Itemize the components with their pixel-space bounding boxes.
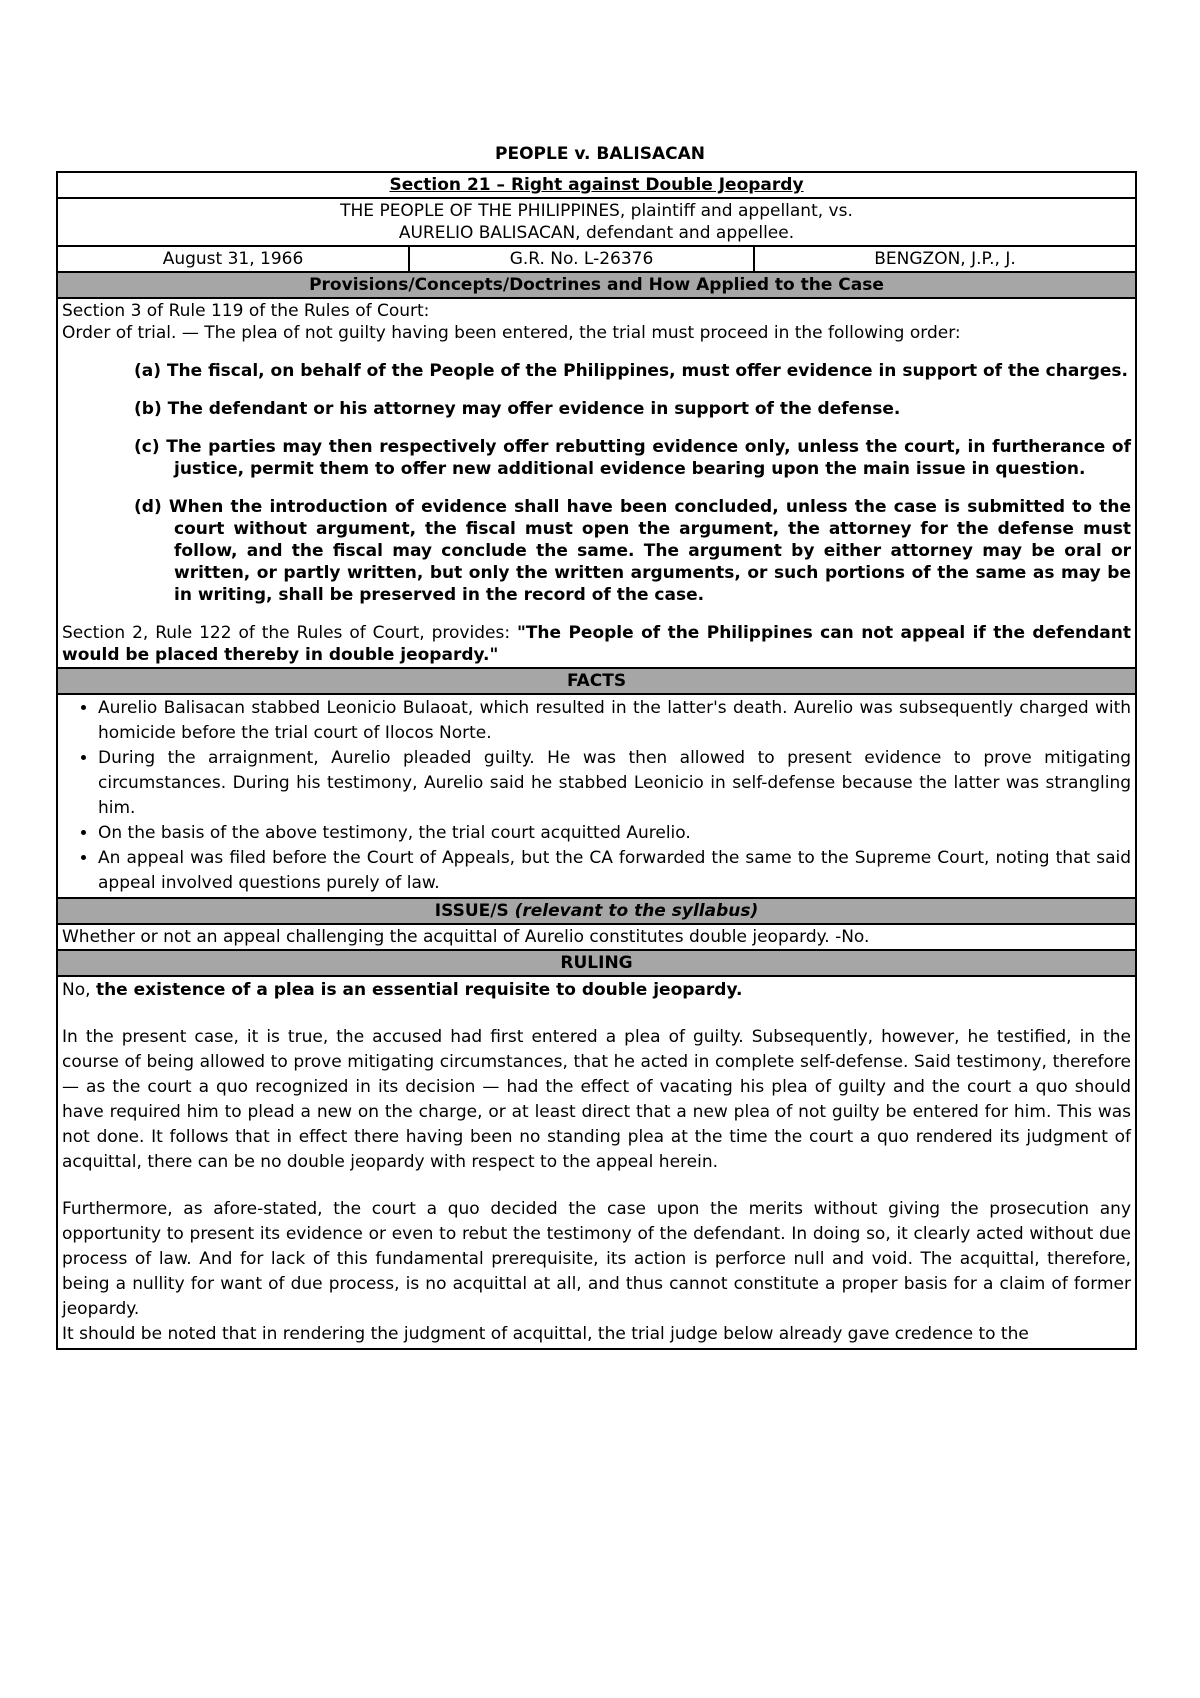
list-item: • Aurelio Balisacan stabbed Leonicio Bulaoat, which resulted in the latter's death. Aurelio was subsequently charged with homicide before the trial court of Ilocos Norte. bbox=[98, 696, 1131, 746]
section-heading: Section 21 – Right against Double Jeopardy bbox=[389, 175, 804, 195]
facts-header: FACTS bbox=[57, 668, 1136, 694]
ruling-paragraph-2: Furthermore, as afore-stated, the court a quo decided the case upon the merits without giving the prosecution any opportunity to present its evidence or even to rebut the testimony of the defendant. In doing so, it clearly acted without due process of law. And for lack of this fundamental prerequisite, its action is perforce null and void. The acquittal, therefore, being a nullity for want of due process, is no acquittal at all, and thus cannot constitute a proper basis for a claim of former jeopardy. bbox=[62, 1199, 1132, 1319]
parties-row bbox=[57, 198, 1136, 246]
parties-line-1: THE PEOPLE OF THE PHILIPPINES, plaintiff and appellant, vs. bbox=[340, 201, 853, 221]
list-item: (b) The defendant or his attorney may offer evidence in support of the defense. bbox=[134, 399, 901, 419]
list-item: (a) The fiscal, on behalf of the People of the Philippines, must offer evidence in support of the charges. bbox=[134, 361, 1128, 381]
rule-122-quote: "The People of the Philippines can not appeal if the defendant would be placed thereby in double jeopardy." bbox=[62, 623, 1132, 665]
ruling-header-row bbox=[57, 950, 1136, 976]
ruling-paragraph-3: It should be noted that in rendering the judgment of acquittal, the trial judge below already gave credence to the bbox=[62, 1324, 1029, 1344]
rule-122-provision bbox=[62, 622, 1131, 666]
ruling-paragraph-1: In the present case, it is true, the accused had first entered a plea of guilty. Subsequently, however, he testified, in the course of being allowed to prove mitigating circumstances, that he acted in complete self-defense. Said testimony, therefore — as the court a quo recognized in its decision — had the effect of vacating his plea of guilty and the court a quo should have required him to plead a new on the charge, or at least direct that a new plea of not guilty be entered for him. This was not done. It follows that in effect there having been no standing plea at the time the court a quo rendered its judgment of acquittal, there can be no double jeopardy with respect to the appeal herein. bbox=[62, 1027, 1132, 1172]
facts-header-row bbox=[57, 668, 1136, 694]
issues-row bbox=[57, 924, 1136, 950]
ponente: BENGZON, J.P., J. bbox=[754, 246, 1136, 272]
page-title: PEOPLE v. BALISACAN bbox=[495, 144, 705, 164]
list-item: • During the arraignment, Aurelio pleaded guilty. He was then allowed to present evidence to prove mitigating circumstances. During his testimony, Aurelio said he stabbed Leonicio in self-defense because the latter was strangling him. bbox=[98, 746, 1131, 821]
ruling-lead bbox=[62, 978, 1131, 1003]
ruling-lead-bold: the existence of a plea is an essential requisite to double jeopardy. bbox=[95, 980, 743, 1000]
meta-row bbox=[57, 246, 1136, 272]
provisions-header: Provisions/Concepts/Doctrines and How Applied to the Case bbox=[57, 272, 1136, 298]
ruling-header: RULING bbox=[57, 950, 1136, 976]
issues-header-main: ISSUE/S bbox=[434, 901, 515, 921]
spacer bbox=[62, 1003, 1131, 1025]
issues-header-note: (relevant to the syllabus) bbox=[514, 901, 759, 921]
facts-list bbox=[62, 696, 1131, 896]
issue-text: Whether or not an appeal challenging the acquittal of Aurelio constitutes double jeopardy. -No. bbox=[57, 924, 1136, 950]
ruling-row bbox=[57, 976, 1136, 1349]
section-row bbox=[57, 172, 1136, 198]
issues-header bbox=[57, 898, 1136, 924]
ruling-lead-plain: No, bbox=[62, 980, 96, 1000]
provisions-intro-1: Section 3 of Rule 119 of the Rules of Court: bbox=[62, 301, 430, 321]
order-of-trial-list bbox=[62, 360, 1131, 606]
provisions-row bbox=[57, 298, 1136, 668]
list-item: (c) The parties may then respectively offer rebutting evidence only, unless the court, in furtherance of justice, permit them to offer new additional evidence bearing upon the main issue in question. bbox=[134, 437, 1132, 479]
rule-122-intro: Section 2, Rule 122 of the Rules of Court, provides: bbox=[62, 623, 517, 643]
issues-header-row bbox=[57, 898, 1136, 924]
spacer bbox=[62, 1175, 1131, 1197]
facts-row bbox=[57, 694, 1136, 898]
provisions-intro-2: Order of trial. — The plea of not guilty having been entered, the trial must proceed in the following order: bbox=[62, 323, 961, 343]
list-item: (d) When the introduction of evidence shall have been concluded, unless the case is submitted to the court without argument, the fiscal must open the argument, the attorney for the defense must follow, and the fiscal may conclude the same. The argument by either attorney may be oral or written, or partly written, but only the written arguments, or such portions of the same as may be in writing, shall be preserved in the record of the case. bbox=[134, 497, 1132, 605]
case-digest-table bbox=[56, 171, 1137, 1350]
provisions-header-row bbox=[57, 272, 1136, 298]
case-date: August 31, 1966 bbox=[57, 246, 409, 272]
list-item: • An appeal was filed before the Court of Appeals, but the CA forwarded the same to the Supreme Court, noting that said appeal involved questions purely of law. bbox=[98, 846, 1131, 896]
parties-line-2: AURELIO BALISACAN, defendant and appellee. bbox=[398, 223, 795, 243]
list-item: • On the basis of the above testimony, the trial court acquitted Aurelio. bbox=[98, 821, 1131, 846]
gr-number: G.R. No. L-26376 bbox=[409, 246, 754, 272]
